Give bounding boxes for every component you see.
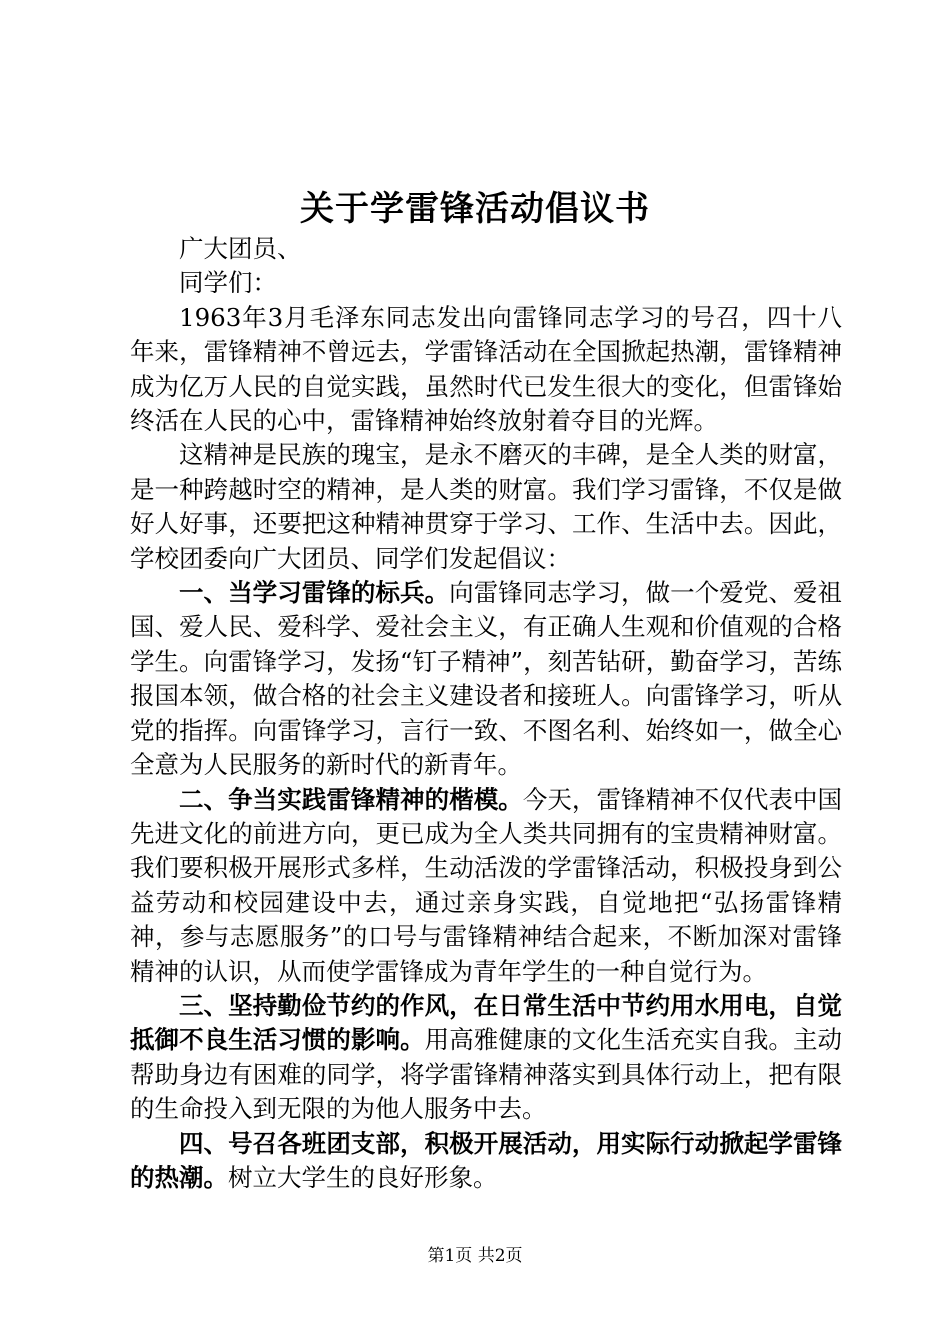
proposal-item-4	[130, 1127, 842, 1196]
paragraph-1: 1963年3月毛泽东同志发出向雷锋同志学习的号召，四十八年来，雷锋精神不曾远去，学雷锋活动在全国掀起热潮，雷锋精神成为亿万人民的自觉实践，虽然时代已发生很大的变化，但雷锋始终活在人民的心中，雷锋精神始终放射着夺目的光辉。	[130, 302, 842, 436]
proposal-item-2-text: 今天，雷锋精神不仅代表中国先进文化的前进方向，更已成为全人类共同拥有的宝贵精神财富。我们要积极开展形式多样，生动活泼的学雷锋活动，积极投身到公益劳动和校园建设中去，通过亲身实践，自觉地把“弘扬雷锋精神，参与志愿服务”的口号与雷锋精神结合起来，不断加深对雷锋精神的认识，从而使学雷锋成为青年学生的一种自觉行为。	[130, 784, 843, 986]
salutation-line-2: 同学们：	[179, 268, 277, 298]
paragraph-2: 这精神是民族的瑰宝，是永不磨灭的丰碑，是全人类的财富，是一种跨越时空的精神，是人类的财富。我们学习雷锋，不仅是做好人好事，还要把这种精神贯穿于学习、工作、生活中去。因此，学校团委向广大团员、同学们发起倡议：	[130, 440, 842, 573]
proposal-item-2-heading: 二、争当实践雷锋精神的楷模。	[179, 784, 523, 814]
proposal-item-1-heading: 一、当学习雷锋的标兵。	[179, 578, 450, 608]
page-footer: 第1页 共2页	[427, 1246, 523, 1266]
salutation-line-1: 广大团员、	[179, 234, 302, 263]
document-title: 关于学雷锋活动倡议书	[300, 189, 650, 229]
proposal-item-4-text: 树立大学生的良好形象。	[228, 1162, 498, 1192]
proposal-item-3-text: 用高雅健康的文化生活充实自我。主动帮助身边有困难的同学，将学雷锋精神落实到具体行动上，把有限的生命投入到无限的为他人服务中去。	[130, 1025, 843, 1124]
proposal-item-3-heading: 三、坚持勤俭节约的作风，在日常生活中节约用水用电，自觉抵御不良生活习惯的影响。	[130, 990, 842, 1055]
document-body	[130, 232, 842, 1195]
proposal-item-3	[130, 989, 842, 1127]
proposal-item-1	[130, 576, 842, 782]
proposal-item-1-text: 向雷锋同志学习，做一个爱党、爱祖国、爱人民、爱科学、爱社会主义，有正确人生观和价值观的合格学生。向雷锋学习，发扬“钉子精神”，刻苦钻研，勤奋学习，苦练报国本领，做合格的社会主义建设者和接班人。向雷锋学习，听从党的指挥。向雷锋学习，言行一致、不图名利、始终如一，做全心全意为人民服务的新时代的新青年。	[130, 578, 843, 780]
proposal-item-4-heading: 四、号召各班团支部，积极开展活动，用实际行动掀起学雷锋的热潮。	[130, 1128, 842, 1192]
proposal-item-2	[130, 783, 842, 989]
